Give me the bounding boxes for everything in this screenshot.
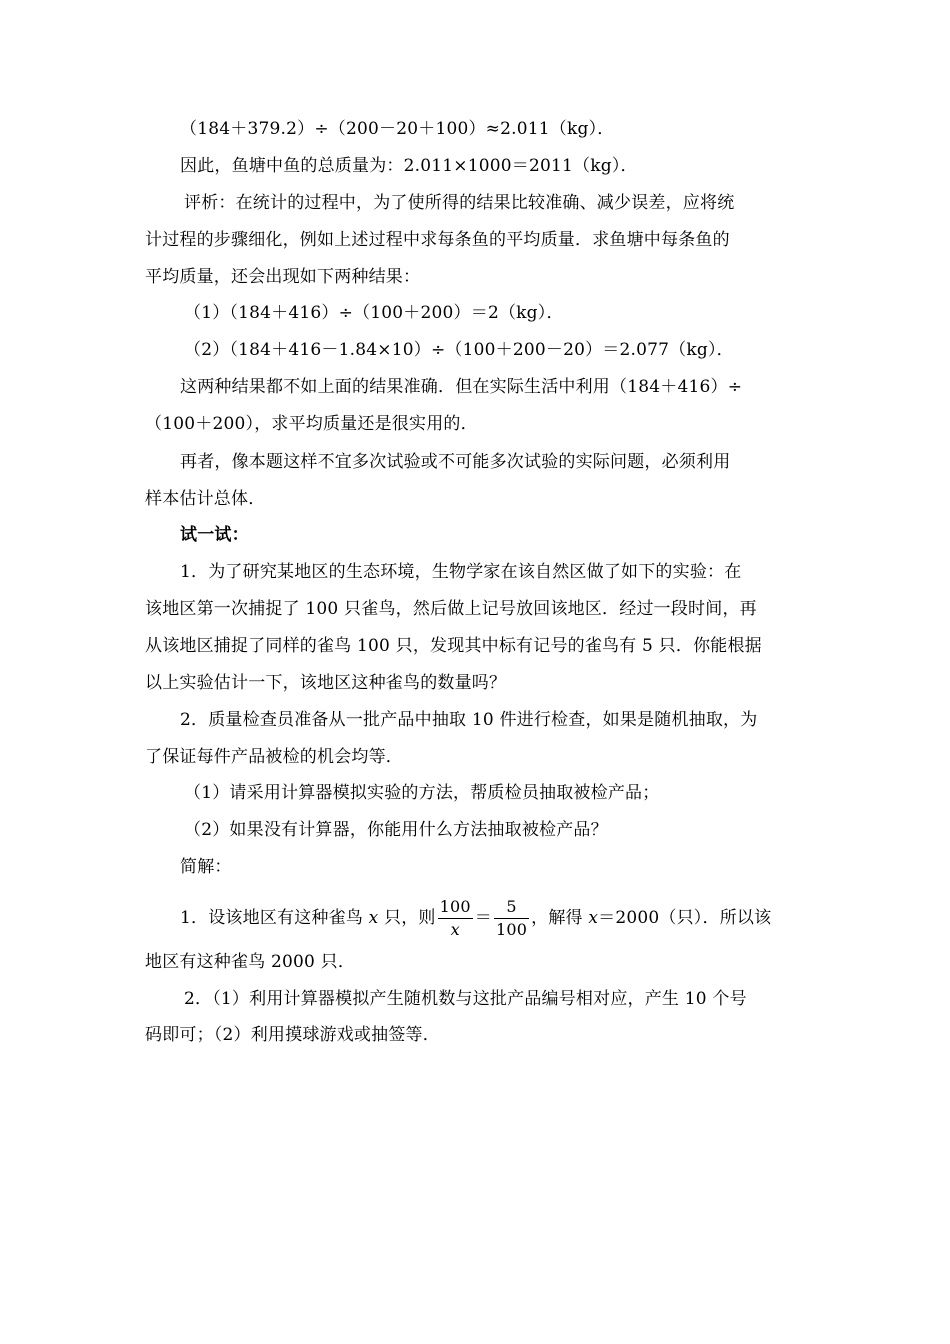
equals-sign: ＝ (474, 908, 492, 928)
variable-x: x (368, 908, 379, 928)
fraction-numerator: 100 (438, 898, 473, 919)
analysis-line-2: 计过程的步骤细化，例如上述过程中求每条鱼的平均质量．求鱼塘中每条鱼的 (145, 230, 730, 250)
solution-1-text-c: ，解得 (531, 908, 589, 928)
moreover-line-1: 再者，像本题这样不宜多次试验或不可能多次试验的实际问题，必须利用 (180, 452, 731, 472)
problem-2-sub-2: （2）如果没有计算器，你能用什么方法抽取被检产品？ (184, 820, 608, 840)
solution-1-text-a: 1．设该地区有这种雀鸟 (180, 908, 369, 928)
result-2-line: （2）（184＋416－1.84×10）÷（100＋200－20）＝2.077（kg）． (184, 340, 734, 360)
moreover-line-2: 样本估计总体． (145, 489, 266, 509)
brief-solution-heading: 简解： (180, 857, 232, 877)
problem-2-line-2: 了保证每件产品被检的机会均等． (145, 747, 403, 767)
result-1-line: （1）（184＋416）÷（100＋200）＝2（kg）． (184, 303, 564, 323)
comparison-line-1: 这两种结果都不如上面的结果准确．但在实际生活中利用（184＋416）÷ (180, 377, 743, 397)
problem-1-line-4: 以上实验估计一下，该地区这种雀鸟的数量吗？ (145, 673, 507, 693)
fraction-denominator: 100 (495, 920, 528, 939)
calc-line-1: （184＋379.2）÷（200－20＋100）≈2.011（kg）． (180, 119, 615, 139)
solution-1-line-2: 地区有这种雀鸟 2000 只． (145, 952, 356, 972)
fraction-5-over-100 (494, 898, 529, 939)
solution-1-text-b: 只，则 (378, 908, 436, 928)
problem-2-line-1: 2．质量检查员准备从一批产品中抽取 10 件进行检查，如果是随机抽取，为 (180, 710, 758, 730)
problem-1-line-1: 1．为了研究某地区的生态环境，生物学家在该自然区做了如下的实验：在 (180, 562, 742, 582)
variable-x: x (588, 908, 599, 928)
problem-2-sub-1: （1）请采用计算器模拟实验的方法，帮质检员抽取被检产品； (184, 783, 660, 803)
problem-1-line-2: 该地区第一次捕捉了 100 只雀鸟，然后做上记号放回该地区．经过一段时间，再 (145, 599, 757, 619)
fraction-100-over-x (438, 898, 473, 939)
solution-1-line-1 (180, 898, 771, 939)
solution-2-line-1: 2．（1）利用计算器模拟产生随机数与这批产品编号相对应，产生 10 个号 (184, 989, 747, 1009)
analysis-line-1: 评析：在统计的过程中，为了使所得的结果比较准确、减少误差，应将统 (184, 193, 735, 213)
solution-2-line-2: 码即可；（2）利用摸球游戏或抽签等． (145, 1025, 440, 1045)
analysis-line-3: 平均质量，还会出现如下两种结果： (145, 267, 421, 287)
total-mass-line: 因此，鱼塘中鱼的总质量为：2.011×1000＝2011（kg）． (180, 156, 638, 176)
solution-1-text-d: ＝2000（只）．所以该 (598, 908, 772, 928)
fraction-denominator: x (450, 920, 460, 939)
try-it-heading: 试一试： (180, 525, 249, 545)
problem-1-line-3: 从该地区捕捉了同样的雀鸟 100 只，发现其中标有记号的雀鸟有 5 只．你能根据 (145, 636, 762, 656)
fraction-numerator: 5 (494, 898, 529, 919)
comparison-line-2: （100＋200），求平均质量还是很实用的． (145, 414, 478, 434)
